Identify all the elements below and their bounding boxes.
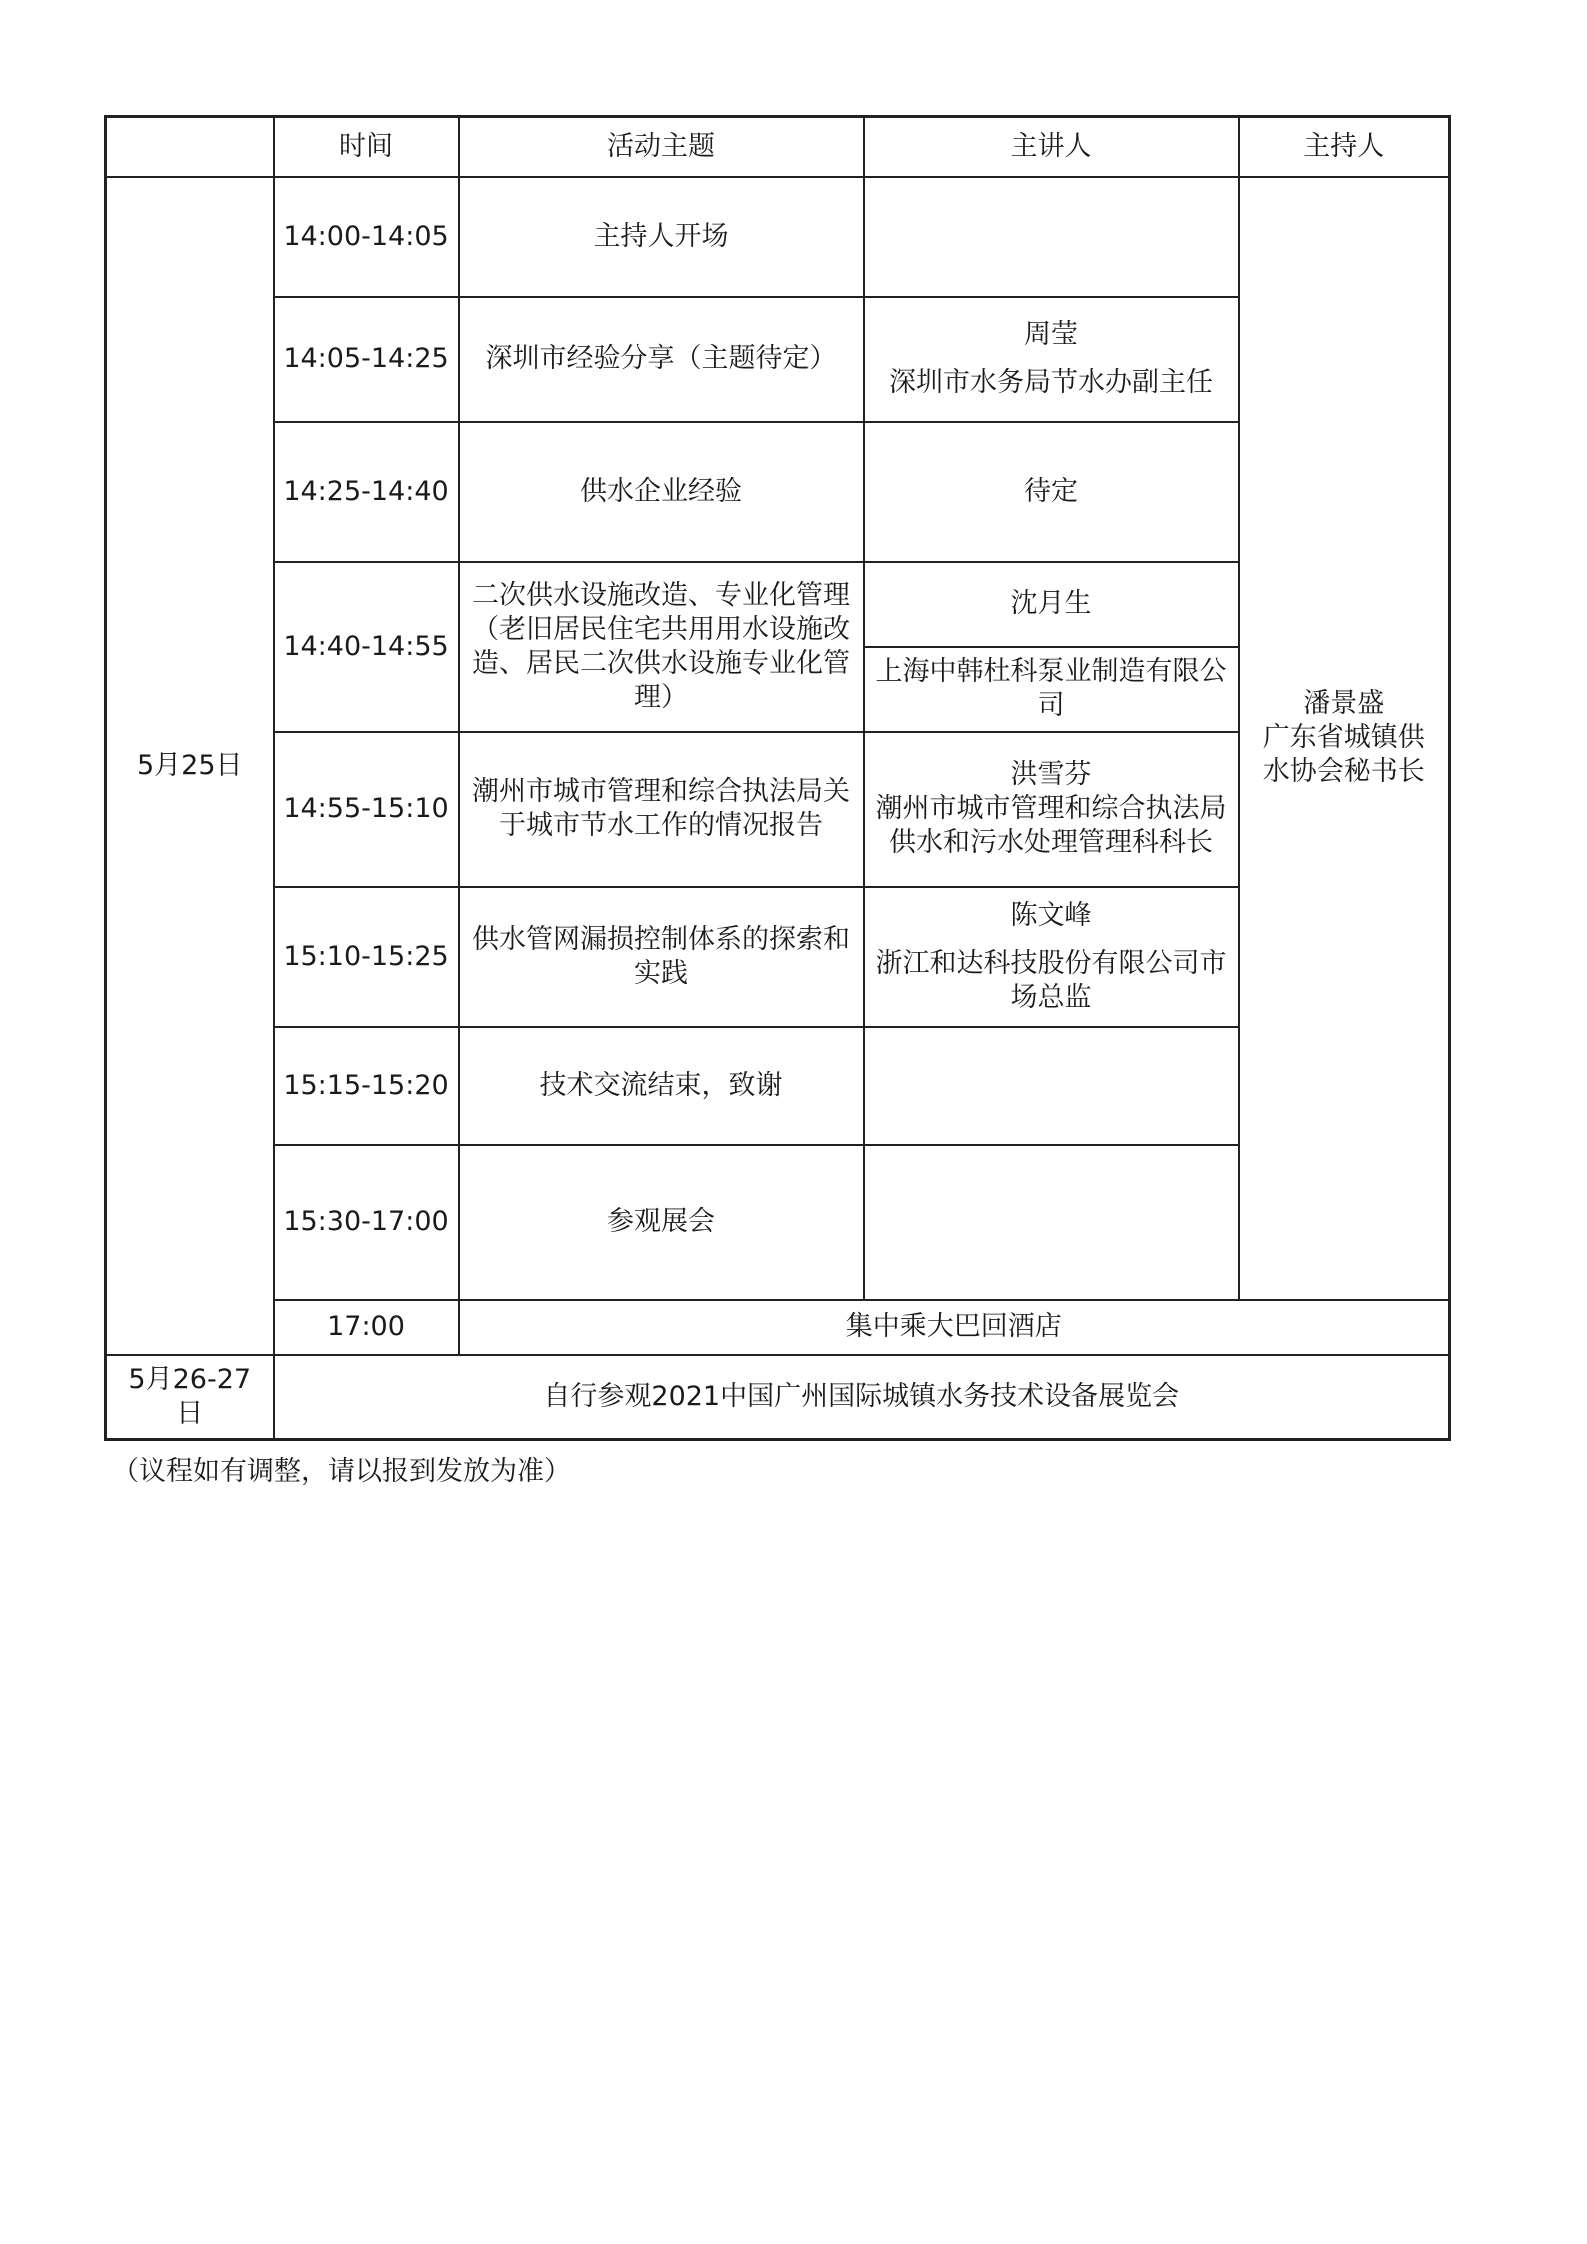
row-speaker	[864, 297, 1239, 422]
header-row	[106, 117, 1450, 177]
row-time: 14:55-15:10	[274, 732, 459, 887]
row-topic: 深圳市经验分享（主题待定）	[459, 297, 864, 422]
day1-date: 5月25日	[106, 177, 274, 1355]
table-row	[106, 177, 1450, 297]
speaker-org: 上海中韩杜科泵业制造有限公司	[875, 656, 1227, 721]
row-speaker	[864, 1027, 1239, 1145]
speaker-name: 洪雪芬	[1010, 759, 1092, 790]
host-title: 广东省城镇供水协会秘书长	[1262, 722, 1425, 787]
row-topic: 潮州市城市管理和综合执法局关于城市节水工作的情况报告	[459, 732, 864, 887]
speaker-name: 沈月生	[865, 563, 1238, 648]
row-speaker	[864, 732, 1239, 887]
host-cell	[1239, 177, 1450, 1300]
speaker-name: 待定	[1024, 475, 1078, 507]
day2-activity: 自行参观2021中国广州国际城镇水务技术设备展览会	[274, 1355, 1450, 1440]
table-row	[106, 1300, 1450, 1355]
final-time: 17:00	[274, 1300, 459, 1355]
row-topic: 技术交流结束，致谢	[459, 1027, 864, 1145]
row-speaker	[864, 562, 1239, 732]
header-topic: 活动主题	[459, 117, 864, 177]
row-topic: 参观展会	[459, 1145, 864, 1300]
header-host: 主持人	[1239, 117, 1450, 177]
row-time: 14:25-14:40	[274, 422, 459, 562]
final-activity: 集中乘大巴回酒店	[459, 1300, 1450, 1355]
speaker-name: 周莹	[1024, 319, 1078, 350]
adjustment-note: （议程如有调整，请以报到发放为准）	[112, 1456, 571, 1487]
row-time: 15:30-17:00	[274, 1145, 459, 1300]
row-time: 14:00-14:05	[274, 177, 459, 297]
row-time: 15:15-15:20	[274, 1027, 459, 1145]
row-topic: 主持人开场	[459, 177, 864, 297]
header-date	[106, 117, 274, 177]
table-row	[106, 1355, 1450, 1440]
row-topic: 供水企业经验	[459, 422, 864, 562]
host-name: 潘景盛	[1303, 688, 1385, 719]
header-time: 时间	[274, 117, 459, 177]
day2-date: 5月26-27日	[106, 1355, 274, 1440]
row-speaker	[864, 177, 1239, 297]
speaker-org: 潮州市城市管理和综合执法局供水和污水处理管理科科长	[875, 793, 1227, 858]
row-topic: 供水管网漏损控制体系的探索和实践	[459, 887, 864, 1027]
row-speaker	[864, 422, 1239, 562]
speaker-org: 深圳市水务局节水办副主任	[889, 367, 1213, 398]
row-time: 15:10-15:25	[274, 887, 459, 1027]
row-time: 14:05-14:25	[274, 297, 459, 422]
row-time: 14:40-14:55	[274, 562, 459, 732]
row-speaker	[864, 887, 1239, 1027]
speaker-org: 浙江和达科技股份有限公司市场总监	[875, 947, 1227, 1013]
row-topic: 二次供水设施改造、专业化管理（老旧居民住宅共用用水设施改造、居民二次供水设施专业化管理）	[459, 562, 864, 732]
row-speaker	[864, 1145, 1239, 1300]
speaker-name: 陈文峰	[1010, 899, 1092, 931]
agenda-table	[104, 115, 1451, 1441]
header-speaker: 主讲人	[864, 117, 1239, 177]
